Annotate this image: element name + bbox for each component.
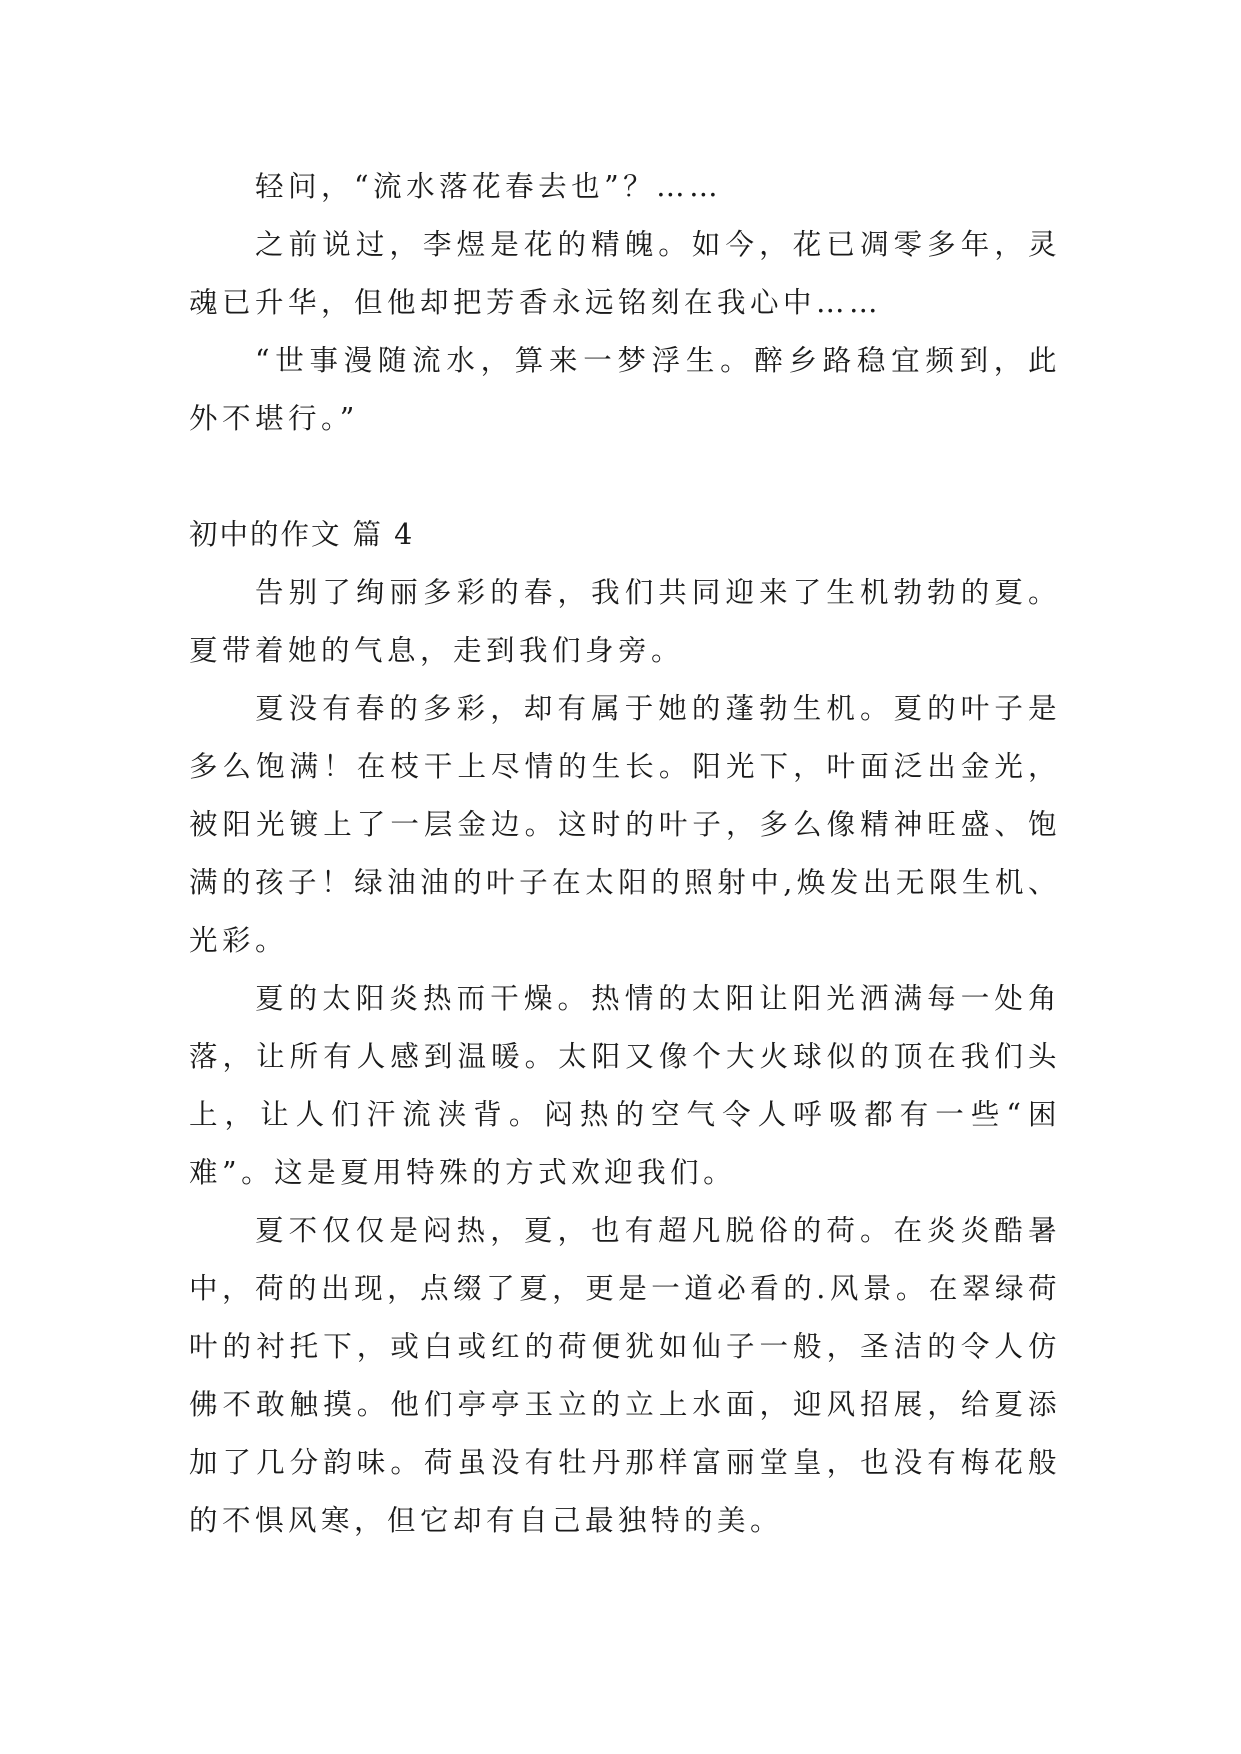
text-line: 轻问，“流水落花春去也”？……: [255, 170, 723, 203]
text-line: 夏带着她的气息，走到我们身旁。: [189, 634, 685, 667]
text-line: 夏不仅仅是闷热，夏，也有超凡脱俗的荷。在炎炎酷暑: [255, 1214, 1061, 1247]
text-line: 光彩。: [189, 924, 289, 957]
document-body: [189, 158, 1061, 1550]
paragraph: [189, 216, 1061, 332]
text-line: 夏没有春的多彩，却有属于她的蓬勃生机。夏的叶子是: [255, 692, 1061, 725]
paragraph: [189, 680, 1061, 970]
text-line: 荷叶的衬托下，或白或红的荷便犹如仙子一般，圣洁的令人: [189, 1272, 1061, 1363]
text-line: 满的孩子！绿油油的叶子在太阳的照射中,焕发出无限生机、: [189, 866, 1061, 899]
text-line: 多么饱满！在枝干上尽情的生长。阳光下，叶面泛出金光，: [189, 750, 1061, 783]
paragraph: [189, 1202, 1061, 1550]
text-line: 仿佛不敢触摸。他们亭亭玉立的立上水面，迎风招展，给夏: [189, 1330, 1061, 1421]
text-line: 告别了绚丽多彩的春，我们共同迎来了生机勃勃的夏。: [255, 576, 1061, 609]
text-line: 夏的太阳炎热而干燥。热情的太阳让阳光洒满每一处角: [255, 982, 1061, 1015]
paragraph: [189, 970, 1061, 1202]
text-line: 之前说过，李煜是花的精魄。如今，花已凋零多年，灵: [255, 228, 1061, 261]
text-line: 般的不惧风寒，但它却有自己最独特的美。: [189, 1446, 1061, 1537]
text-line: 上，让人们汗流浃背。闷热的空气令人呼吸都有一些“困: [189, 1098, 1061, 1131]
paragraph: [189, 332, 1061, 448]
text-line: “世事漫随流水，算来一梦浮生。醉乡路稳宜频到，此: [255, 344, 1061, 377]
text-line: 魂已升华，但他却把芳香永远铭刻在我心中……: [189, 286, 883, 319]
text-line: 落，让所有人感到温暖。太阳又像个大火球似的顶在我们头: [189, 1040, 1061, 1073]
text-line: 外不堪行。”: [189, 402, 359, 435]
text-line: 难”。这是夏用特殊的方式欢迎我们。: [189, 1156, 737, 1189]
paragraph: [189, 158, 1061, 216]
text-line: 添加了几分韵味。荷虽没有牡丹那样富丽堂皇，也没有梅花: [189, 1388, 1061, 1479]
text-line: 被阳光镀上了一层金边。这时的叶子，多么像精神旺盛、饱: [189, 808, 1061, 841]
section-heading: 初中的作文 篇 4: [189, 518, 415, 551]
paragraph: [189, 564, 1061, 680]
text-line: 中，荷的出现，点缀了夏，更是一道必看的.风景。在翠绿: [189, 1272, 1028, 1305]
